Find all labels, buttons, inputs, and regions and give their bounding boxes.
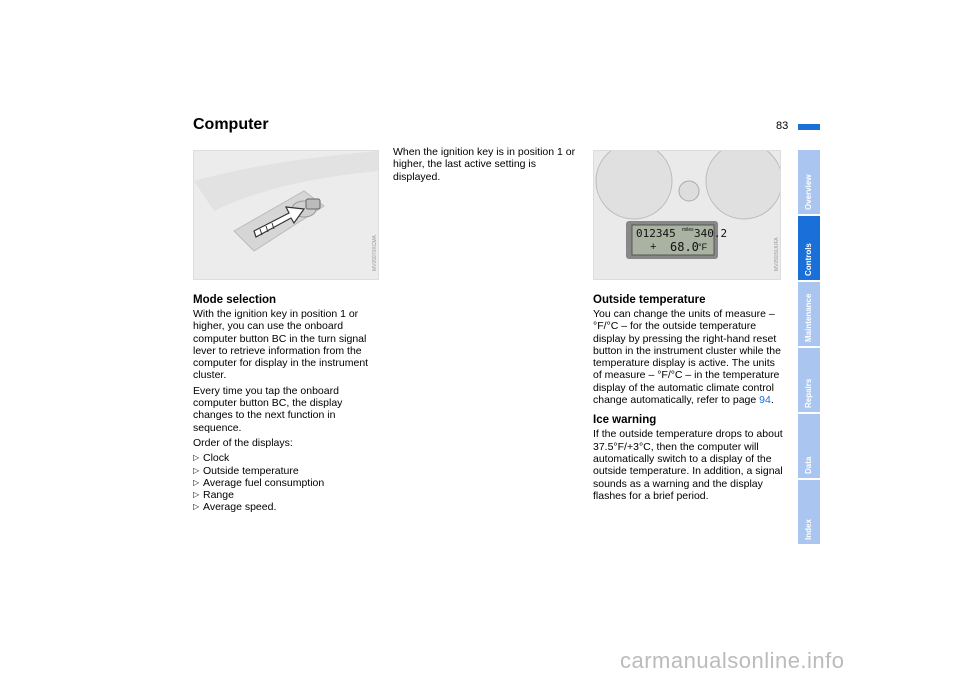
paragraph: Order of the displays:: [193, 436, 293, 449]
tab-controls[interactable]: [798, 216, 820, 280]
page-title: Computer: [193, 116, 269, 133]
text-span: You can change the units of measure – °F/°C – for the outside temperature display by pressing the right-hand reset button in the instrument cluster while the temperature display is active. The units of measure – °F/°C – in the temperature display of the automatic climate control change automatically, refer to page: [593, 308, 781, 407]
tab-maintenance[interactable]: [798, 282, 820, 346]
list-item: ▷ Outside temperature: [193, 465, 383, 477]
tab-label: Overview: [804, 174, 813, 210]
tab-overview[interactable]: [798, 150, 820, 214]
paragraph: When the ignition key is in position 1 or higher, the last active setting is displayed.: [393, 146, 576, 183]
figure-code: MV05970XCMA: [372, 235, 378, 271]
cluster-illustration: [594, 151, 780, 279]
list-item: ▷ Range: [193, 489, 383, 501]
tab-label: Controls: [804, 243, 813, 276]
list-item: ▷ Average fuel consumption: [193, 477, 383, 489]
paragraph: If the outside temperature drops to about 37.5°F/+3°C, then the computer will automatically switch to a display of the outside temperature. In addition, a signal sounds as a warning and the display flashes for a brief period.: [593, 428, 783, 502]
temp-unit: °F: [698, 242, 708, 252]
chapter-tabs: [798, 150, 820, 546]
lever-illustration: [194, 151, 378, 279]
display-order-list: [193, 452, 383, 513]
tab-label: Index: [804, 519, 813, 540]
tab-index[interactable]: [798, 480, 820, 544]
list-item: ▷ Average speed.: [193, 501, 383, 513]
turn-signal-lever-photo: [193, 150, 379, 280]
section-heading: Mode selection: [193, 294, 277, 306]
tab-data[interactable]: [798, 414, 820, 478]
section-heading: Outside temperature: [593, 294, 706, 306]
page-marker-bar: [798, 124, 820, 130]
paragraph: Every time you tap the onboard computer button BC, the display changes to the next function in sequence.: [193, 384, 343, 434]
tab-label: Data: [804, 456, 813, 474]
text-span: .: [770, 394, 774, 407]
tab-label: Repairs: [804, 378, 813, 408]
temp-reading: 68.0: [670, 240, 699, 254]
mode-selection-section: [193, 294, 383, 514]
figure-code: MV05930JUFA: [774, 237, 780, 271]
miles-label: miles: [682, 227, 694, 233]
watermark: carmanualsonline.info: [620, 648, 845, 673]
page-reference-link[interactable]: 94: [759, 394, 771, 407]
instrument-display-photo: [593, 150, 781, 280]
odometer-reading: 012345: [636, 227, 676, 240]
list-item: ▷ Clock: [193, 452, 383, 464]
temp-sign: +: [650, 241, 657, 253]
section-heading: Ice warning: [593, 414, 657, 427]
tab-label: Maintenance: [804, 293, 813, 342]
tab-repairs[interactable]: [798, 348, 820, 412]
paragraph: With the ignition key in position 1 or higher, you can use the onboard computer button BC in the turn signal lever to retrieve information from the computer for display in the instrument cluster.: [193, 308, 369, 382]
outside-temperature-section: [593, 294, 783, 502]
paragraph: [593, 308, 783, 406]
range-reading: 340.2: [694, 227, 728, 240]
page-number: 83: [776, 120, 789, 132]
